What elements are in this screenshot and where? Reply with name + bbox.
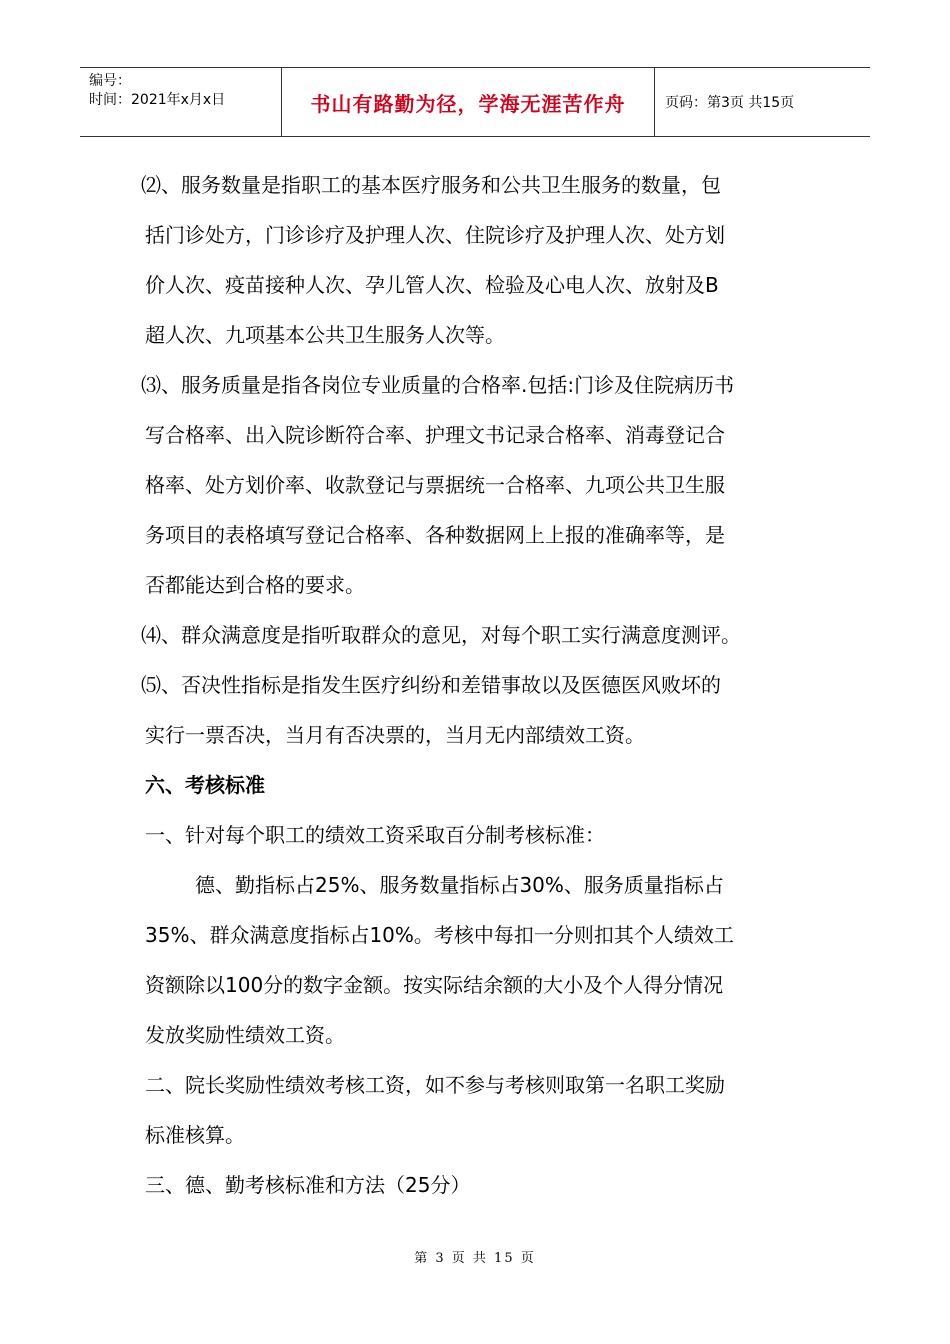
text-line: 标准核算。 — [145, 1123, 245, 1147]
text-line: 发放奖励性绩效工资。 — [145, 1023, 345, 1047]
page-header — [80, 67, 870, 137]
header-page-number: 页码：第3页 共15页 — [665, 95, 795, 111]
text-line: 超人次、九项基本公共卫生服务人次等。 — [145, 323, 505, 347]
section-heading: 六、考核标准 — [145, 773, 265, 797]
document-number-label: 编号： — [89, 73, 131, 89]
document-body — [141, 160, 810, 1210]
text-line: ⑸、否决性指标是指发生医疗纠纷和差错事故以及医德医风败坏的 — [141, 673, 721, 697]
text-line: 实行一票否决，当月有否决票的，当月无内部绩效工资。 — [145, 723, 645, 747]
text-line: ⑷、群众满意度是指听取群众的意见，对每个职工实行满意度测评。 — [141, 623, 741, 647]
text-line: 德、勤指标占25%、服务数量指标占30%、服务质量指标占 — [195, 873, 724, 897]
header-meta — [80, 68, 282, 136]
text-line: 写合格率、出入院诊断符合率、护理文书记录合格率、消毒登记合 — [145, 423, 725, 447]
text-line: 否都能达到合格的要求。 — [145, 573, 365, 597]
text-line: 二、院长奖励性绩效考核工资，如不参与考核则取第一名职工奖励 — [145, 1073, 725, 1097]
text-line: ⑵、服务数量是指职工的基本医疗服务和公共卫生服务的数量，包 — [141, 173, 721, 197]
page-footer: 第 3 页 共 15 页 — [414, 1251, 536, 1266]
text-line: 35%、群众满意度指标占10%。考核中每扣一分则扣其个人绩效工 — [145, 923, 734, 947]
text-line: 价人次、疫苗接种人次、孕儿管人次、检验及心电人次、放射及B — [145, 273, 719, 297]
text-line: 资额除以100分的数字金额。按实际结余额的大小及个人得分情况 — [145, 973, 724, 997]
header-motto: 书山有路勤为径，学海无涯苦作舟 — [310, 91, 626, 116]
header-page-cell — [655, 68, 870, 136]
text-line: 务项目的表格填写登记合格率、各种数据网上上报的准确率等，是 — [145, 523, 725, 547]
text-line: 三、德、勤考核标准和方法（25分） — [145, 1173, 471, 1197]
text-line: 一、针对每个职工的绩效工资采取百分制考核标准： — [145, 823, 605, 847]
document-date-label: 时间：2021年x月x日 — [89, 92, 226, 108]
text-line: 括门诊处方，门诊诊疗及护理人次、住院诊疗及护理人次、处方划 — [145, 223, 725, 247]
text-line: ⑶、服务质量是指各岗位专业质量的合格率.包括:门诊及住院病历书 — [141, 373, 735, 397]
header-motto-cell — [282, 68, 655, 136]
text-line: 格率、处方划价率、收款登记与票据统一合格率、九项公共卫生服 — [145, 473, 725, 497]
